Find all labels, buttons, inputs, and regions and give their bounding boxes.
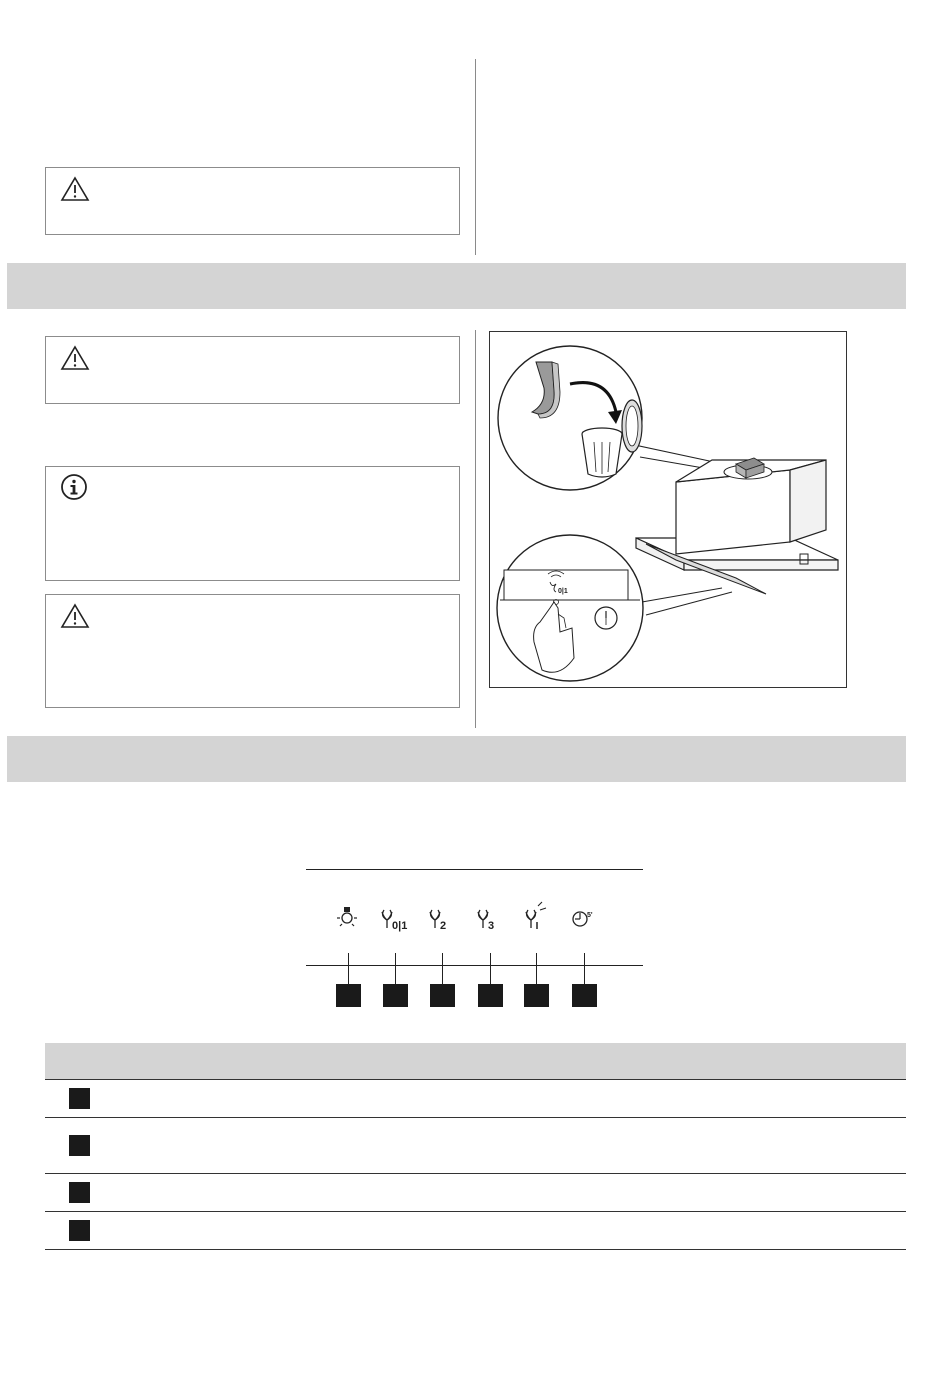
control-stem-6 — [584, 953, 585, 984]
control-marker-4 — [478, 984, 503, 1007]
filter-reset-detail — [497, 535, 643, 681]
control-marker-1 — [336, 984, 361, 1007]
fan-speed-2-icon — [430, 910, 446, 932]
warning-notice-3 — [45, 594, 460, 708]
warning-triangle-icon — [60, 345, 90, 376]
control-marker-3 — [430, 984, 455, 1007]
control-stem-1 — [348, 953, 349, 984]
control-stem-4 — [490, 953, 491, 984]
table-row — [45, 1174, 906, 1212]
info-notice — [45, 466, 460, 581]
timer-label: 5' — [587, 912, 593, 919]
table-header — [45, 1043, 906, 1080]
cooker-hood-drawing — [636, 458, 838, 594]
section-header-band-1 — [7, 263, 906, 309]
fan-on-off-label: 0|1 — [392, 920, 408, 932]
hood-illustration — [490, 332, 846, 687]
fan-speed-3-label: 3 — [488, 920, 495, 932]
table-top-rule — [45, 1079, 906, 1080]
info-circle-icon — [60, 473, 88, 506]
panel-label: 0|1 — [558, 588, 568, 595]
warning-notice-2 — [45, 336, 460, 404]
table-row — [45, 1118, 906, 1174]
control-marker-2 — [383, 984, 408, 1007]
table-row — [45, 1080, 906, 1118]
filter-replacement-illustration — [489, 331, 847, 688]
warning-triangle-icon — [60, 603, 90, 634]
table-row — [45, 1212, 906, 1250]
column-divider-top — [475, 59, 476, 255]
control-marker-5 — [524, 984, 549, 1007]
control-marker-6 — [572, 984, 597, 1007]
control-stem-5 — [536, 953, 537, 984]
fan-speed-2-label: 2 — [440, 920, 447, 932]
warning-notice-1 — [45, 167, 460, 235]
fan-boost-icon — [526, 902, 546, 929]
column-divider-middle — [475, 330, 476, 728]
row-marker — [69, 1182, 90, 1203]
control-stem-3 — [442, 953, 443, 984]
fan-speed-3-icon — [478, 910, 494, 932]
row-marker — [69, 1135, 90, 1156]
control-panel-icons — [320, 900, 620, 940]
section-header-band-2 — [7, 736, 906, 782]
filter-disposal-detail — [498, 346, 642, 490]
fan-on-off-icon — [382, 910, 407, 932]
timer-icon — [573, 912, 593, 926]
row-marker — [69, 1088, 90, 1109]
light-icon — [337, 907, 357, 926]
control-panel-top-rule — [306, 869, 643, 870]
row-marker — [69, 1220, 90, 1241]
warning-triangle-icon — [60, 176, 90, 207]
control-stem-2 — [395, 953, 396, 984]
control-panel-base-line — [306, 965, 643, 966]
